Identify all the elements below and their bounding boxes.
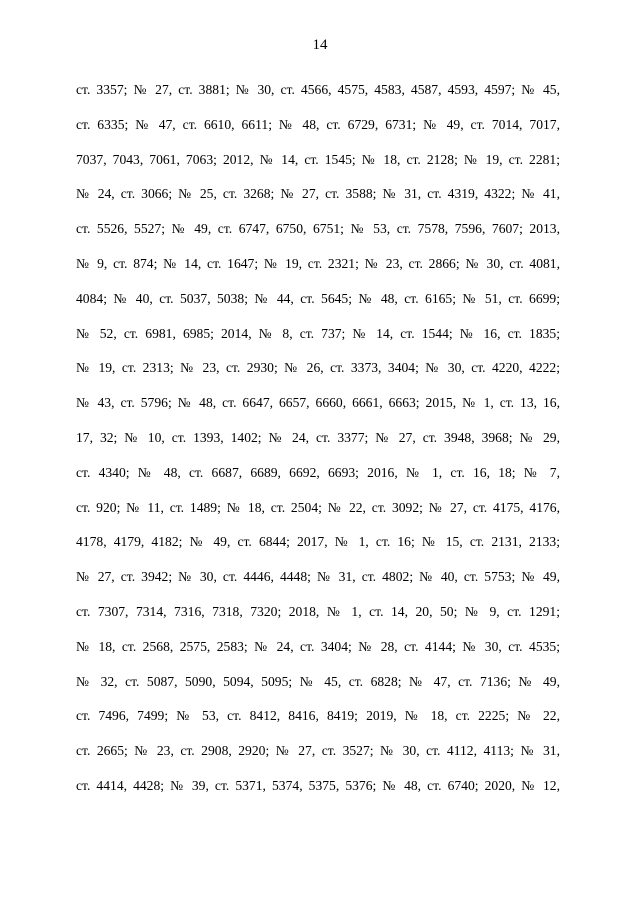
page-number: 14 [312, 37, 328, 53]
text-line: № 43, ст. 5796; № 48, ст. 6647, 6657, 6660, 6661, 6663; 2015, № 1, ст. 13, 16, [76, 395, 560, 411]
text-line: № 9, ст. 874; № 14, ст. 1647; № 19, ст. 2321; № 23, ст. 2866; № 30, ст. 4081, [76, 255, 560, 271]
text-line: № 27, ст. 3942; № 30, ст. 4446, 4448; № 31, ст. 4802; № 40, ст. 5753; № 49, [76, 569, 560, 585]
text-line: ст. 7307, 7314, 7316, 7318, 7320; 2018, № 1, ст. 14, 20, 50; № 9, ст. 1291; [76, 603, 560, 619]
text-line: № 32, ст. 5087, 5090, 5094, 5095; № 45, ст. 6828; № 47, ст. 7136; № 49, [76, 673, 560, 689]
text-line: ст. 920; № 11, ст. 1489; № 18, ст. 2504; № 22, ст. 3092; № 27, ст. 4175, 4176, [76, 499, 560, 515]
text-line: № 24, ст. 3066; № 25, ст. 3268; № 27, ст. 3588; № 31, ст. 4319, 4322; № 41, [76, 186, 560, 202]
text-line: ст. 7496, 7499; № 53, ст. 8412, 8416, 8419; 2019, № 18, ст. 2225; № 22, [76, 708, 560, 724]
text-line: ст. 3357; № 27, ст. 3881; № 30, ст. 4566, 4575, 4583, 4587, 4593, 4597; № 45, [76, 82, 560, 97]
text-line: № 52, ст. 6981, 6985; 2014, № 8, ст. 737; № 14, ст. 1544; № 16, ст. 1835; [76, 325, 560, 341]
text-line: 7037, 7043, 7061, 7063; 2012, № 14, ст. 1545; № 18, ст. 2128; № 19, ст. 2281; [76, 151, 560, 167]
body-text [76, 73, 560, 804]
text-line: 4178, 4179, 4182; № 49, ст. 6844; 2017, № 1, ст. 16; № 15, ст. 2131, 2133; [76, 534, 560, 550]
text-line: ст. 6335; № 47, ст. 6610, 6611; № 48, ст. 6729, 6731; № 49, ст. 7014, 7017, [76, 116, 560, 132]
text-line: 4084; № 40, ст. 5037, 5038; № 44, ст. 5645; № 48, ст. 6165; № 51, ст. 6699; [76, 290, 560, 306]
text-line: ст. 5526, 5527; № 49, ст. 6747, 6750, 6751; № 53, ст. 7578, 7596, 7607; 2013, [76, 221, 560, 237]
text-line: № 19, ст. 2313; № 23, ст. 2930; № 26, ст. 3373, 3404; № 30, ст. 4220, 4222; [76, 360, 560, 376]
text-line: ст. 4340; № 48, ст. 6687, 6689, 6692, 6693; 2016, № 1, ст. 16, 18; № 7, [76, 464, 560, 480]
text-line: 17, 32; № 10, ст. 1393, 1402; № 24, ст. 3377; № 27, ст. 3948, 3968; № 29, [76, 429, 560, 445]
text-line: № 18, ст. 2568, 2575, 2583; № 24, ст. 3404; № 28, ст. 4144; № 30, ст. 4535; [76, 638, 560, 654]
text-line: ст. 2665; № 23, ст. 2908, 2920; № 27, ст. 3527; № 30, ст. 4112, 4113; № 31, [76, 743, 560, 759]
text-line: ст. 4414, 4428; № 39, ст. 5371, 5374, 5375, 5376; № 48, ст. 6740; 2020, № 12, [76, 777, 560, 793]
